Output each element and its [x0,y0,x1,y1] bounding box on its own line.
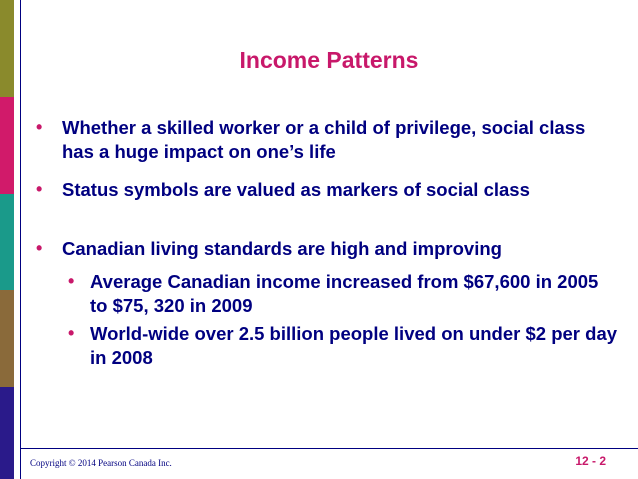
stripe-segment-navy [0,387,14,479]
stripe-segment-magenta [0,97,14,194]
footer-divider [20,448,638,449]
page-number: 12 - 2 [575,454,606,468]
decorative-color-stripe [0,0,14,479]
bullet-text: Whether a skilled worker or a child of privilege, social class has a huge impact on one’s life [62,117,586,162]
sub-bullet-dot-icon: • [68,323,75,343]
sub-bullet-dot-icon: • [68,271,75,291]
slide-title: Income Patterns [239,47,419,73]
stripe-segment-teal [0,194,14,290]
bullet-text: Canadian living standards are high and improving [62,238,502,259]
stripe-segment-brown [0,290,14,387]
stripe-segment-olive [0,0,14,97]
bullet-text: Status symbols are valued as markers of social class [62,179,530,200]
sub-bullet-text: Average Canadian income increased from $67,600 in 2005 to $75, 320 in 2009 [90,271,599,316]
sub-bullet-text: World-wide over 2.5 billion people lived on under $2 per day in 2008 [90,323,618,368]
bullet-dot-icon: • [36,238,43,258]
copyright-notice: Copyright © 2014 Pearson Canada Inc. [30,458,172,468]
bullet-dot-icon: • [36,179,43,199]
bullet-dot-icon: • [36,117,43,137]
